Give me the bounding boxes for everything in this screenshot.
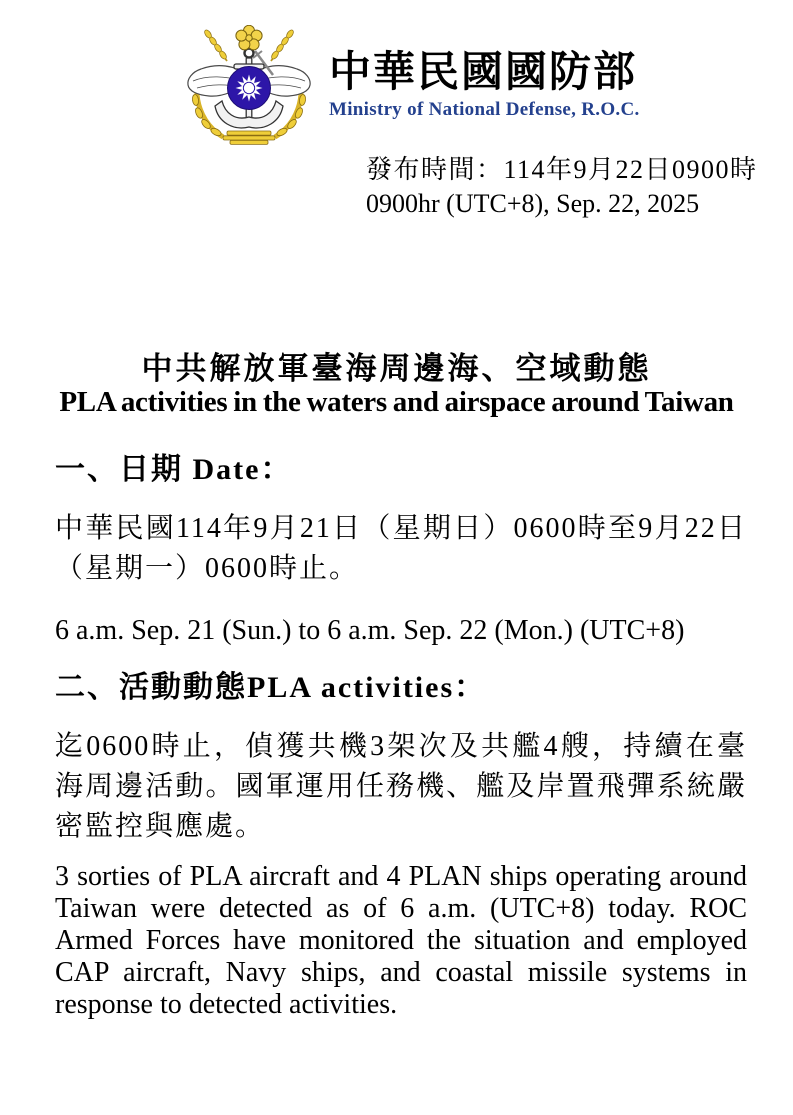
- release-time: [366, 153, 769, 221]
- sun-emblem-icon: [228, 67, 271, 110]
- document-title: [0, 352, 793, 418]
- org-names: [329, 49, 640, 121]
- section-activities: [0, 669, 793, 1021]
- mnd-header: [183, 25, 793, 145]
- release-time-en: 0900hr (UTC+8), Sep. 22, 2025: [366, 189, 700, 218]
- section-date: [0, 451, 793, 647]
- activities-paragraph-zh: 迄0600時止，偵獲共機3架次及共艦4艘，持續在臺海周邊活動。國軍運用任務機、艦及岸置飛彈系統嚴密監控與應處。: [55, 731, 747, 842]
- activities-paragraph-en: 3 sorties of PLA aircraft and 4 PLAN ships operating around Taiwan were detected as of 6 a.m. (UTC+8) today. ROC Armed Forces have monitored the situation and employed CAP aircraft, Navy ships, and coastal missile systems in response to detected activities.: [55, 861, 747, 1020]
- mnd-emblem-icon: [183, 25, 315, 145]
- release-time-zh: 發布時間：114年9月22日0900時: [366, 155, 758, 184]
- ribbon-base: [223, 131, 275, 144]
- document-title-zh: 中共解放軍臺海周邊海、空域動態: [141, 351, 652, 386]
- org-name-en: Ministry of National Defense, R.O.C.: [329, 99, 640, 121]
- date-paragraph-zh: 中華民國114年9月21日（星期日）0600時至9月22日（星期一）0600時止。: [55, 513, 747, 584]
- plum-blossom-icon: [236, 25, 262, 50]
- section-activities-heading: 二、活動動態PLA activities：: [55, 671, 487, 704]
- date-paragraph-en: 6 a.m. Sep. 21 (Sun.) to 6 a.m. Sep. 22 (Mon.) (UTC+8): [55, 615, 685, 646]
- document-title-en: PLA activities in the waters and airspace around Taiwan: [59, 386, 734, 418]
- org-name-zh: 中華民國國防部: [329, 50, 638, 96]
- section-date-heading: 一、日期 Date：: [55, 453, 293, 486]
